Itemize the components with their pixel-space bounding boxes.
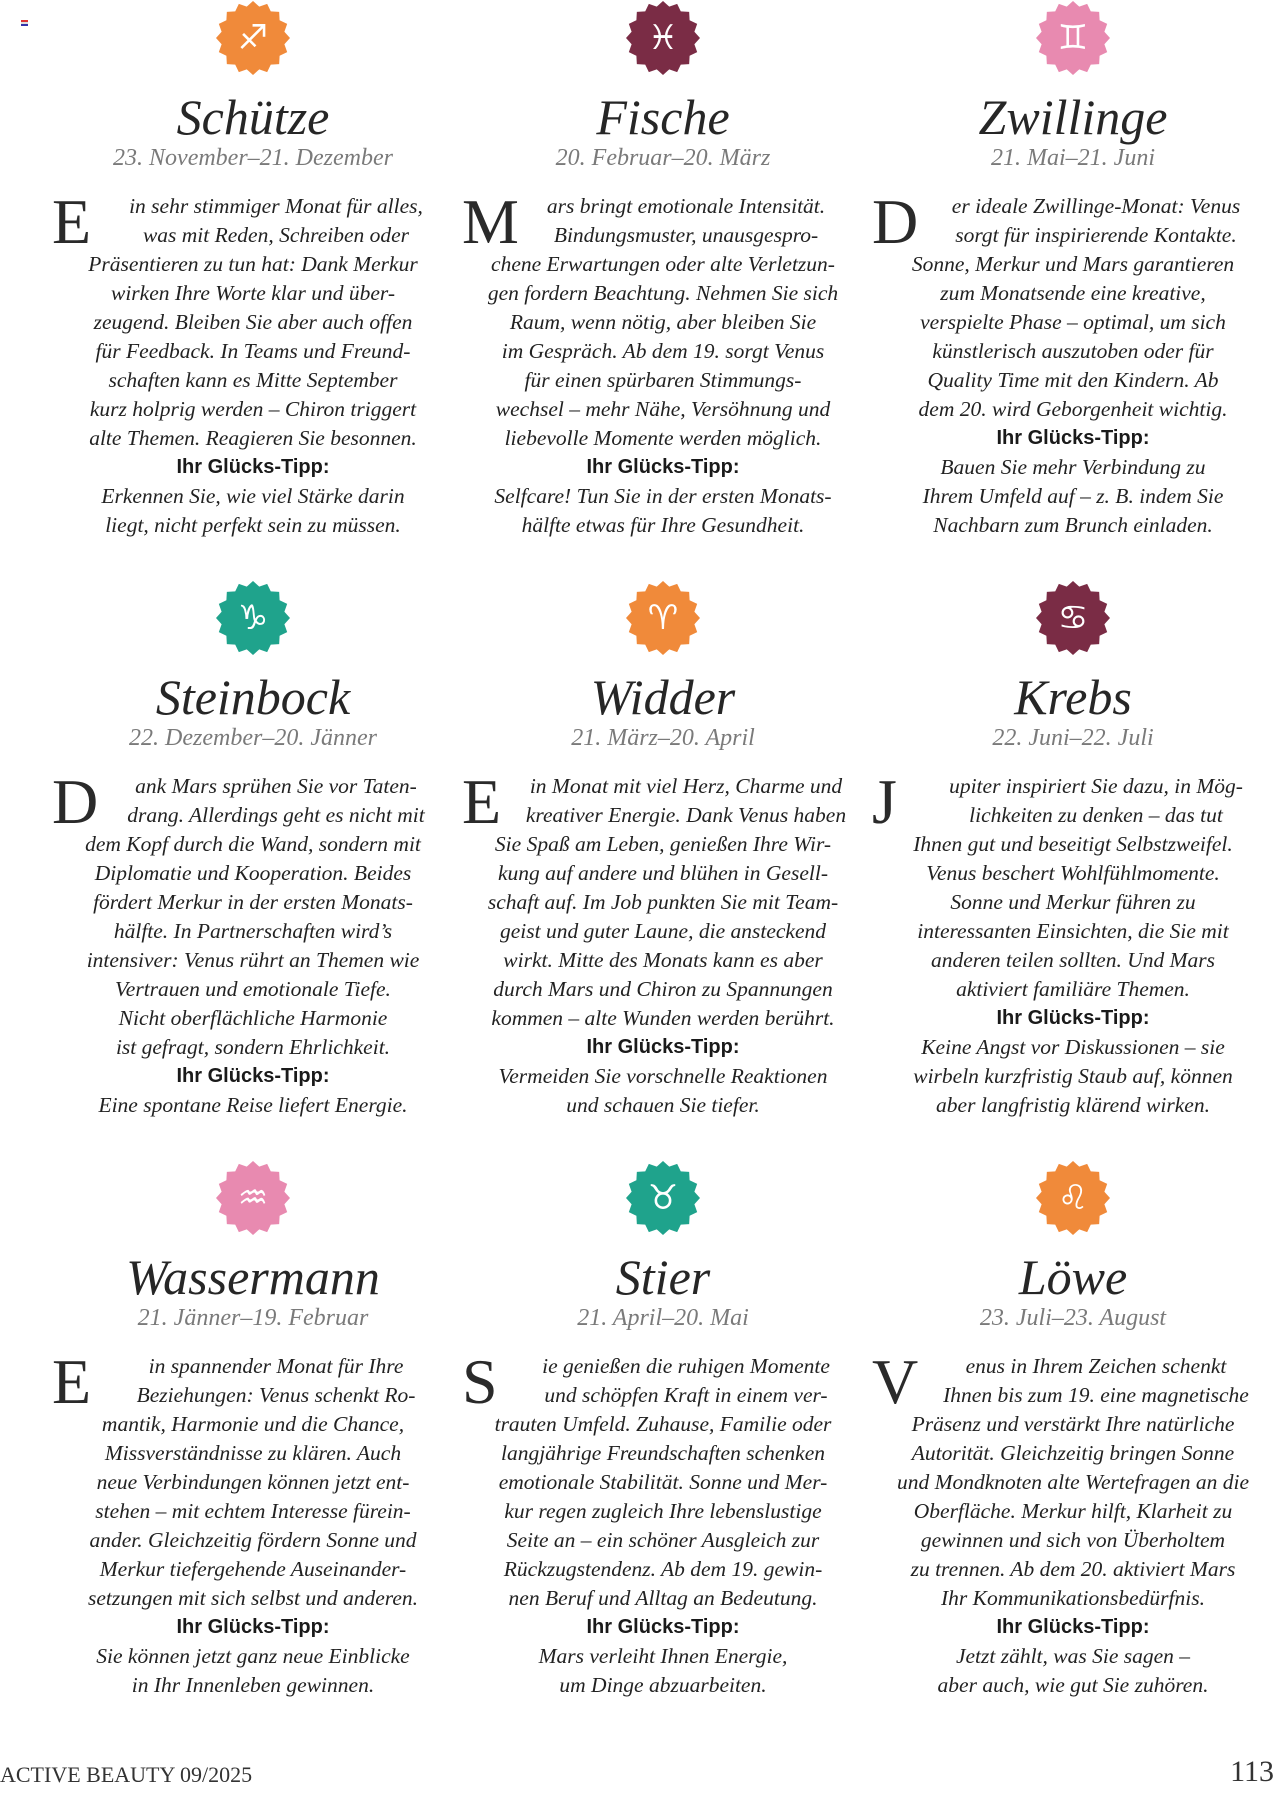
tip-text-line: Selfcare! Tun Sie in der ersten Monats- (494, 484, 832, 508)
text-line: liebevolle Momente werden möglich. (504, 426, 822, 450)
leo-icon (1035, 1160, 1111, 1236)
text-line: ist gefragt, sondern Ehrlichkeit. (115, 1035, 391, 1059)
sign-widder (458, 580, 868, 1160)
sign-dates: 22. Dezember–20. Jänner (129, 725, 377, 751)
horoscope-text (458, 186, 868, 540)
tip-text-line: Keine Angst vor Diskussionen – sie (921, 1035, 1225, 1059)
capricorn-icon (215, 580, 291, 656)
text-line: upiter inspiriert Sie dazu, in Mög- (949, 774, 1243, 798)
text-line: fördert Merkur in der ersten Monats- (93, 890, 413, 914)
text-line: Vertrauen und emotionale Tiefe. (115, 977, 391, 1001)
text-line: Beziehungen: Venus schenkt Ro- (136, 1383, 416, 1407)
text-line: Ihnen gut und beseitigt Selbstzweifel. (913, 832, 1233, 856)
text-line: interessanten Einsichten, die Sie mit (917, 919, 1229, 943)
taurus-icon (625, 1160, 701, 1236)
tip-label: Ihr Glücks-Tipp: (586, 456, 740, 478)
tip-label: Ihr Glücks-Tipp: (176, 1616, 330, 1638)
text-line: Sie Spaß am Leben, genießen Ihre Wir- (494, 832, 832, 856)
tip-text-line: wirbeln kurzfristig Staub auf, können (913, 1064, 1233, 1088)
tip-text-line: aber langfristig klärend wirken. (936, 1093, 1210, 1117)
sign-wassermann (48, 1160, 458, 1740)
tip-text-line: hälfte etwas für Ihre Gesundheit. (521, 513, 805, 537)
text-line: schaften kann es Mitte September (108, 368, 398, 392)
text-line: kung auf andere und blühen in Gesell- (498, 861, 828, 885)
text-line: kurz holprig werden – Chiron triggert (89, 397, 417, 421)
text-line: neue Verbindungen können jetzt ent- (96, 1470, 410, 1494)
drop-cap: V (872, 1346, 919, 1417)
sign-stier (458, 1160, 868, 1740)
text-line: Venus beschert Wohlfühlmomente. (926, 861, 1220, 885)
text-line: verspielte Phase – optimal, um sich (920, 310, 1226, 334)
text-line: und schöpfen Kraft in einem ver- (544, 1383, 828, 1407)
text-line: anderen teilen sollten. Und Mars (930, 948, 1216, 972)
text-line: ank Mars sprühen Sie vor Taten- (135, 774, 417, 798)
zodiac-glyph: ♓ (647, 18, 679, 58)
sign-dates: 21. Jänner–19. Februar (137, 1305, 369, 1331)
text-line: stehen – mit echtem Interesse fürein- (95, 1499, 411, 1523)
zodiac-glyph: ♈ (647, 598, 679, 638)
zodiac-glyph: ♑ (237, 598, 269, 638)
drop-cap: D (52, 766, 99, 837)
text-line: kreativer Energie. Dank Venus haben (525, 803, 847, 827)
tip-label: Ihr Glücks-Tipp: (176, 456, 330, 478)
tip-label: Ihr Glücks-Tipp: (586, 1036, 740, 1058)
horoscope-text (868, 766, 1278, 1120)
sign-name: Stier (615, 1249, 711, 1305)
tip-text-line: Ihrem Umfeld auf – z. B. indem Sie (922, 484, 1224, 508)
tip-label: Ihr Glücks-Tipp: (176, 1065, 330, 1087)
text-line: für einen spürbaren Stimmungs- (524, 368, 802, 392)
text-line: aktiviert familiäre Themen. (956, 977, 1190, 1001)
tip-label: Ihr Glücks-Tipp: (586, 1616, 740, 1638)
text-line: für Feedback. In Teams und Freund- (95, 339, 411, 363)
horoscope-grid (48, 0, 1278, 1740)
sign-name: Fische (596, 89, 730, 145)
tip-text-line: Erkennen Sie, wie viel Stärke darin (101, 484, 405, 508)
text-line: er ideale Zwillinge-Monat: Venus (951, 194, 1241, 218)
text-line: nen Beruf und Alltag an Bedeutung. (508, 1586, 818, 1610)
text-line: chene Erwartungen oder alte Verletzun- (491, 252, 835, 276)
tip-text-line: Vermeiden Sie vorschnelle Reaktionen (498, 1064, 828, 1088)
drop-cap: E (52, 1346, 92, 1417)
text-line: ie genießen die ruhigen Momente (542, 1354, 830, 1378)
sign-name: Schütze (176, 89, 330, 145)
gemini-icon (1035, 0, 1111, 76)
text-line: in Monat mit viel Herz, Charme und (529, 774, 843, 798)
text-line: ars bringt emotionale Intensität. (546, 194, 826, 218)
text-line: kur regen zugleich Ihre lebenslustige (504, 1499, 822, 1523)
drop-cap: J (872, 766, 897, 837)
text-line: wechsel – mehr Nähe, Versöhnung und (495, 397, 831, 421)
sign-name: Krebs (1014, 669, 1132, 725)
text-line: zum Monatsende eine kreative, (940, 281, 1206, 305)
horoscope-text (458, 766, 868, 1120)
horoscope-text (48, 766, 458, 1120)
tip-label: Ihr Glücks-Tipp: (996, 1007, 1150, 1029)
sign-dates: 21. März–20. April (571, 725, 755, 751)
cancer-icon (1035, 580, 1111, 656)
text-line: im Gespräch. Ab dem 19. sorgt Venus (501, 339, 825, 363)
sign-dates: 21. April–20. Mai (577, 1305, 749, 1331)
tip-text-line: und schauen Sie tiefer. (566, 1093, 760, 1117)
text-line: Präsentieren zu tun hat: Dank Merkur (88, 252, 418, 276)
zodiac-glyph: ♐ (237, 18, 269, 58)
sign-steinbock (48, 580, 458, 1160)
text-line: Sonne, Merkur und Mars garantieren (911, 252, 1235, 276)
aries-icon (625, 580, 701, 656)
text-line: Seite an – ein schöner Ausgleich zur (506, 1528, 820, 1552)
tip-text-line: Eine spontane Reise liefert Energie. (98, 1093, 408, 1117)
text-line: Merkur tiefergehende Auseinander- (99, 1557, 407, 1581)
publication-footer: ACTIVE BEAUTY 09/2025 (0, 1762, 253, 1787)
horoscope-text (868, 186, 1278, 540)
text-line: Diplomatie und Kooperation. Beides (94, 861, 412, 885)
text-line: künstlerisch auszutoben oder für (932, 339, 1214, 363)
flag-icon (21, 20, 28, 26)
page-number: 113 (1230, 1755, 1274, 1788)
horoscope-text (868, 1346, 1278, 1700)
aquarius-icon (215, 1160, 291, 1236)
zodiac-glyph: ♒ (237, 1178, 269, 1218)
text-line: was mit Reden, Schreiben oder (142, 223, 410, 247)
text-line: Sonne und Merkur führen zu (950, 890, 1196, 914)
sign-dates: 23. Juli–23. August (979, 1305, 1167, 1331)
text-line: und Mondknoten alte Wertefragen an die (896, 1470, 1250, 1494)
sign-loewe (868, 1160, 1278, 1740)
text-line: Bindungsmuster, unausgespro- (553, 223, 819, 247)
horoscope-text (458, 1346, 868, 1700)
drop-cap: E (462, 766, 502, 837)
text-line: hälfte. In Partnerschaften wird’s (113, 919, 393, 943)
text-line: enus in Ihrem Zeichen schenkt (965, 1354, 1227, 1378)
sign-name: Löwe (1018, 1249, 1128, 1305)
tip-text-line: aber auch, wie gut Sie zuhören. (937, 1673, 1209, 1697)
text-line: schaft auf. Im Job punkten Sie mit Team- (487, 890, 839, 914)
sign-dates: 23. November–21. Dezember (113, 145, 393, 171)
zodiac-glyph: ♋ (1057, 598, 1089, 638)
tip-text-line: um Dinge abzuarbeiten. (559, 1673, 767, 1697)
text-line: Missverständnisse zu klären. Auch (104, 1441, 402, 1465)
text-line: Ihnen bis zum 19. eine magnetische (943, 1383, 1249, 1407)
sign-name: Widder (590, 669, 736, 725)
tip-text-line: Nachbarn zum Brunch einladen. (933, 513, 1213, 537)
text-line: Ihr Kommunikationsbedürfnis. (941, 1586, 1205, 1610)
drop-cap: S (462, 1346, 498, 1417)
text-line: Autorität. Gleichzeitig bringen Sonne (911, 1441, 1235, 1465)
horoscope-text (48, 186, 458, 540)
text-line: in spannender Monat für Ihre (148, 1354, 404, 1378)
pisces-icon (625, 0, 701, 76)
text-line: zu trennen. Ab dem 20. aktiviert Mars (910, 1557, 1236, 1581)
sign-fische (458, 0, 868, 580)
text-line: dem 20. wird Geborgenheit wichtig. (918, 397, 1228, 421)
zodiac-glyph: ♌ (1057, 1178, 1089, 1218)
text-line: Quality Time mit den Kindern. Ab (927, 368, 1219, 392)
text-line: setzungen mit sich selbst und anderen. (87, 1586, 419, 1610)
text-line: trauten Umfeld. Zuhause, Familie oder (494, 1412, 832, 1436)
text-line: geist und guter Laune, die ansteckend (499, 919, 827, 943)
tip-text-line: in Ihr Innenleben gewinnen. (131, 1673, 375, 1697)
text-line: dem Kopf durch die Wand, sondern mit (85, 832, 421, 856)
text-line: Rückzugstendenz. Ab dem 19. gewin- (503, 1557, 823, 1581)
tip-text-line: Jetzt zählt, was Sie sagen – (955, 1644, 1191, 1668)
text-line: ander. Gleichzeitig fördern Sonne und (89, 1528, 417, 1552)
sign-name: Steinbock (155, 669, 351, 725)
sign-name: Wassermann (126, 1249, 380, 1305)
text-line: emotionale Stabilität. Sonne und Mer- (498, 1470, 828, 1494)
text-line: wirkt. Mitte des Monats kann es aber (503, 948, 823, 972)
text-line: Nicht oberflächliche Harmonie (118, 1006, 388, 1030)
text-line: lichkeiten zu denken – das tut (969, 803, 1223, 827)
sagittarius-icon (215, 0, 291, 76)
text-line: zeugend. Bleiben Sie aber auch offen (93, 310, 413, 334)
sign-name: Zwillinge (978, 89, 1168, 145)
tip-text-line: Mars verleiht Ihnen Energie, (538, 1644, 788, 1668)
text-line: alte Themen. Reagieren Sie besonnen. (89, 426, 417, 450)
text-line: gewinnen und sich von Überholtem (920, 1528, 1226, 1552)
sign-zwillinge (868, 0, 1278, 580)
tip-text-line: liegt, nicht perfekt sein zu müssen. (105, 513, 401, 537)
drop-cap: M (462, 186, 519, 257)
sign-krebs (868, 580, 1278, 1160)
text-line: intensiver: Venus rührt an Themen wie (86, 948, 420, 972)
drop-cap: D (872, 186, 919, 257)
text-line: wirken Ihre Worte klar und über- (110, 281, 395, 305)
text-line: sorgt für inspirierende Kontakte. (955, 223, 1237, 247)
text-line: in sehr stimmiger Monat für alles, (129, 194, 423, 218)
horoscope-text (48, 1346, 458, 1700)
text-line: kommen – alte Wunden werden berührt. (491, 1006, 835, 1030)
tip-text-line: Sie können jetzt ganz neue Einblicke (96, 1644, 410, 1668)
text-line: langjährige Freundschaften schenken (500, 1441, 825, 1465)
text-line: gen fordern Beachtung. Nehmen Sie sich (487, 281, 839, 305)
zodiac-glyph: ♉ (647, 1178, 679, 1218)
tip-label: Ihr Glücks-Tipp: (996, 427, 1150, 449)
zodiac-glyph: ♊ (1057, 18, 1089, 58)
text-line: Oberfläche. Merkur hilft, Klarheit zu (913, 1499, 1233, 1523)
tip-text-line: Bauen Sie mehr Verbindung zu (940, 455, 1206, 479)
sign-dates: 20. Februar–20. März (555, 145, 771, 171)
text-line: Präsenz und verstärkt Ihre natürliche (911, 1412, 1235, 1436)
text-line: durch Mars und Chiron zu Spannungen (493, 977, 833, 1001)
sign-schuetze (48, 0, 458, 580)
text-line: drang. Allerdings geht es nicht mit (127, 803, 425, 827)
sign-dates: 22. Juni–22. Juli (992, 725, 1154, 751)
text-line: mantik, Harmonie und die Chance, (101, 1412, 405, 1436)
text-line: Raum, wenn nötig, aber bleiben Sie (509, 310, 817, 334)
drop-cap: E (52, 186, 92, 257)
sign-dates: 21. Mai–21. Juni (991, 145, 1155, 171)
tip-label: Ihr Glücks-Tipp: (996, 1616, 1150, 1638)
